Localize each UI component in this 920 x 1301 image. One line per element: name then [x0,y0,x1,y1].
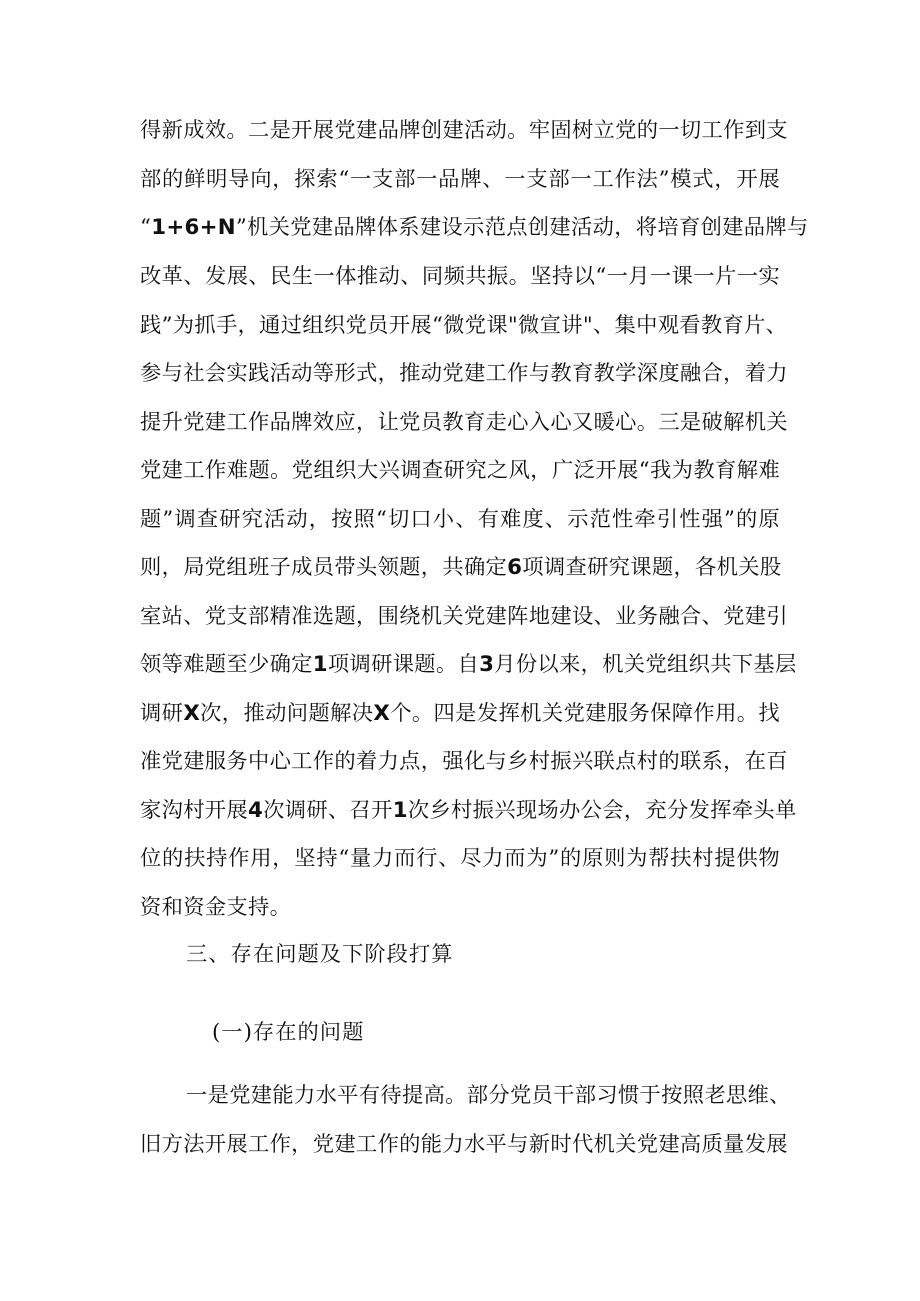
body-text-line: 室站、党支部精准选题，围绕机关党建阵地建设、业务融合、党建引 [140,604,788,629]
body-text-line: 部的鲜明导向，探索“一支部一品牌、一支部一工作法”模式，开展 [140,167,780,192]
body-text-line: 践”为抓手，通过组织党员开展“微党课"微宣讲"、集中观看教育片、 [140,313,788,338]
body-text-line: 题”调查研究活动，按照“切口小、有难度、示范性牵引性强”的原 [140,507,780,532]
body-text-line: 调研X次，推动问题解决X个。四是发挥机关党建服务保障作用。找 [140,701,781,726]
body-text-line: 则，局党组班子成员带头领题，共确定6项调查研究课题，各机关股 [140,555,782,580]
body-text-line: 位的扶持作用，坚持“量力而行、尽力而为”的原则为帮扶村提供物 [140,846,780,871]
body-text-line: 家沟村开展4次调研、召开1次乡村振兴现场办公会，充分发挥牵头单 [140,798,797,823]
body-text-line: 党建工作难题。党组织大兴调查研究之风，广泛开展“我为教育解难 [140,458,780,483]
body-text-line: 提升党建工作品牌效应，让党员教育走心入心又暖心。三是破解机关 [140,410,788,435]
subsection-heading: (一)存在的问题 [212,1020,365,1045]
body-text-line: 参与社会实践活动等形式，推动党建工作与教育教学深度融合，着力 [140,361,788,386]
body-text-line: 领等难题至少确定1项调研课题。自3月份以来，机关党组织共下基层 [140,652,797,677]
body-text-line: 得新成效。二是开展党建品牌创建活动。牢固树立党的一切工作到支 [140,118,788,143]
body-text-line: 改革、发展、民生一体推动、同频共振。坚持以“一月一课一片一实 [140,264,780,289]
body-text-line: 一是党建能力水平有待提高。部分党员干部习惯于按照老思维、 [186,1083,791,1108]
body-text-line: 准党建服务中心工作的着力点，强化与乡村振兴联点村的联系，在百 [140,749,788,774]
body-text-line: “1+6+N”机关党建品牌体系建设示范点创建活动，将培育创建品牌与 [140,215,809,240]
body-text-line: 旧方法开展工作，党建工作的能力水平与新时代机关党建高质量发展 [140,1132,788,1157]
body-text-line: 资和资金支持。 [140,895,292,920]
section-heading: 三、存在问题及下阶段打算 [186,942,454,967]
